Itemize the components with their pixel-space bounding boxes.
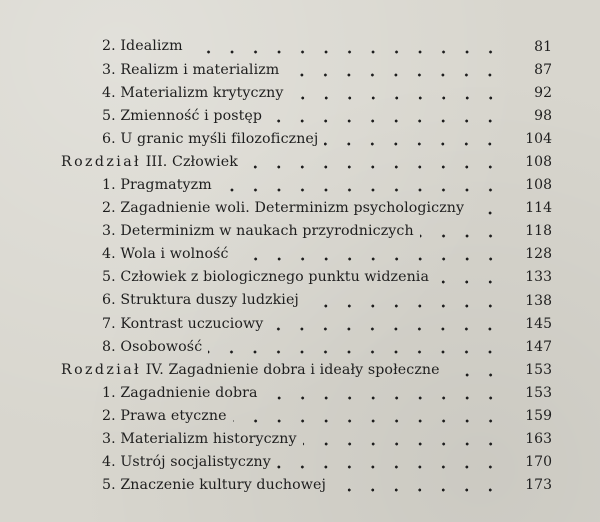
toc-entry bbox=[0, 451, 600, 474]
toc-entry bbox=[0, 335, 600, 358]
dot-leader bbox=[435, 280, 502, 284]
chapter-label: Rozdział bbox=[61, 361, 142, 378]
dot-leader bbox=[290, 96, 502, 100]
chapter-title bbox=[0, 155, 238, 169]
toc-entry bbox=[0, 312, 600, 335]
entry-title: 8. Osobowość bbox=[102, 338, 203, 355]
toc-entry bbox=[0, 104, 600, 127]
page-number: 138 bbox=[525, 292, 552, 309]
page-number: 173 bbox=[525, 477, 552, 494]
entry-title: 5. Zmienność i postęp bbox=[102, 107, 263, 124]
toc-entry bbox=[0, 266, 600, 289]
toc-entry bbox=[0, 289, 600, 312]
entry-title: 4. Ustrój socjalistyczny bbox=[102, 454, 271, 471]
entry-title: 2. Idealizm bbox=[102, 38, 183, 55]
page-number: 133 bbox=[525, 269, 552, 286]
toc-chapter-heading bbox=[0, 150, 600, 173]
entry-title: 3. Realizm i materializm bbox=[102, 61, 280, 78]
toc-entry bbox=[0, 474, 600, 497]
chapter-label: Rozdział bbox=[61, 153, 142, 170]
entry-title: 3. Materializm historyczny bbox=[102, 431, 297, 448]
chapter-title bbox=[0, 363, 440, 377]
toc-entry bbox=[0, 81, 600, 104]
page-number: 170 bbox=[525, 454, 552, 471]
entry-title: 6. U granic myśli filozoficznej bbox=[102, 130, 319, 147]
page-number: 81 bbox=[534, 38, 552, 55]
page-number: 163 bbox=[525, 431, 552, 448]
dot-leader bbox=[244, 165, 502, 169]
dot-leader bbox=[233, 419, 502, 423]
page-number: 114 bbox=[525, 200, 552, 217]
dot-leader bbox=[324, 142, 502, 146]
page-number: 104 bbox=[525, 130, 552, 147]
dot-leader bbox=[470, 211, 502, 215]
toc-entry bbox=[0, 35, 600, 58]
entry-title: 1. Pragmatyzm bbox=[102, 177, 212, 193]
toc-entry bbox=[0, 127, 600, 150]
entry-title: 7. Kontrast uczuciowy bbox=[102, 315, 264, 332]
toc-entry bbox=[0, 174, 600, 197]
toc-entry bbox=[0, 381, 600, 404]
page-number: 159 bbox=[525, 408, 552, 425]
toc-chapter-heading bbox=[0, 358, 600, 381]
page-number: 108 bbox=[525, 154, 552, 171]
toc-entry bbox=[0, 243, 600, 266]
toc-entry bbox=[0, 197, 600, 220]
dot-leader bbox=[264, 396, 502, 400]
page-number: 153 bbox=[525, 361, 552, 378]
entry-title: 2. Zagadnienie woli. Determinizm psychologiczny bbox=[102, 200, 465, 217]
entry-title: 4. Materializm krytyczny bbox=[102, 84, 284, 101]
dot-leader bbox=[420, 234, 502, 238]
table-of-contents bbox=[0, 35, 600, 497]
dot-leader bbox=[268, 119, 502, 123]
dot-leader bbox=[305, 304, 502, 308]
dot-leader bbox=[332, 488, 502, 492]
page-number: 118 bbox=[525, 223, 552, 240]
page-number: 108 bbox=[525, 177, 552, 194]
page-number: 147 bbox=[525, 338, 552, 355]
entry-title: 5. Człowiek z biologicznego punktu widzenia bbox=[102, 269, 430, 286]
toc-entry bbox=[0, 405, 600, 428]
page-number: 153 bbox=[525, 384, 552, 401]
page-number: 98 bbox=[534, 107, 552, 124]
dot-leader bbox=[189, 50, 502, 54]
entry-title: 6. Struktura duszy ludzkiej bbox=[102, 292, 299, 309]
toc-entry bbox=[0, 428, 600, 451]
page-number: 87 bbox=[534, 61, 552, 78]
dot-leader bbox=[446, 373, 502, 377]
dot-leader bbox=[269, 327, 502, 331]
entry-title: 5. Znaczenie kultury duchowej bbox=[102, 477, 326, 494]
entry-title: 3. Determinizm w naukach przyrodniczych bbox=[102, 223, 414, 240]
entry-title: 4. Wola i wolność bbox=[102, 246, 229, 263]
entry-title: 1. Zagadnienie dobra bbox=[102, 384, 258, 401]
entry-title: 2. Prawa etyczne bbox=[102, 407, 227, 424]
dot-leader bbox=[285, 73, 502, 77]
page-number: 145 bbox=[525, 315, 552, 332]
toc-entry bbox=[0, 220, 600, 243]
chapter-name: III. Człowiek bbox=[145, 153, 238, 170]
dot-leader bbox=[303, 442, 502, 446]
dot-leader bbox=[277, 465, 502, 469]
dot-leader bbox=[235, 257, 502, 261]
page-number: 128 bbox=[525, 246, 552, 263]
chapter-name: IV. Zagadnienie dobra i ideały społeczne bbox=[145, 361, 440, 378]
dot-leader bbox=[218, 188, 502, 192]
page-number: 92 bbox=[534, 84, 552, 101]
toc-entry bbox=[0, 58, 600, 81]
dot-leader bbox=[208, 350, 502, 354]
